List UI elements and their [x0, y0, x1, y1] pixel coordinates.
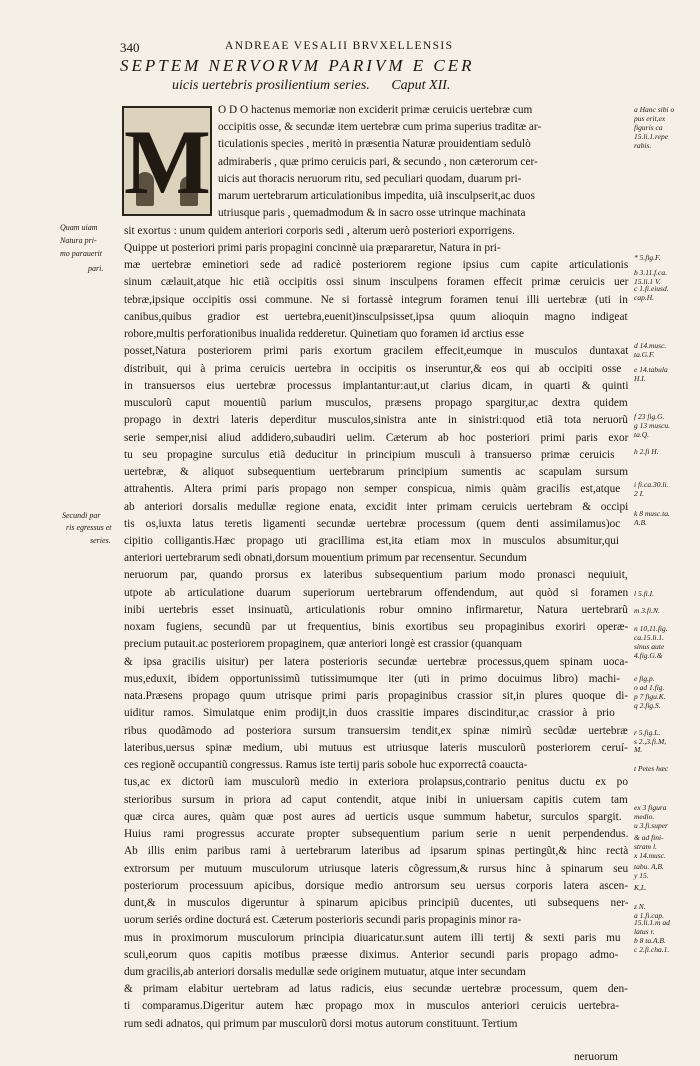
right-margin-note: h 2.fi H. — [634, 447, 659, 456]
text-line: distribuit, qui à prima ceruicis uertebra in occipitis os inseruntur,& eos qui ab occipiti osse — [124, 362, 622, 375]
text-line: Quippe ut posteriori primi paris propagini concinnè uia præpararetur, Natura in pri- — [124, 241, 501, 254]
right-margin-note: medio. — [634, 812, 655, 821]
text-line: neruorum par, quando prorsus ex lateribus subsequentium parium modo pronasci nequiuit, — [124, 569, 628, 582]
text-line: propago in dextri lateris deperditur musculos,sinistra ante in sinistri:quod etiã tota neruorũ — [124, 414, 628, 427]
text-line: extrorsum per mutuum musculorum utriusque lateris cõgressum,& rursus hinc à spinarum seu — [124, 862, 629, 875]
right-margin-note: g 13 muscu. — [634, 421, 671, 430]
chapter-subtitle: uicis uertebris prosilientium series. — [172, 78, 370, 93]
right-margin-note: k 8 musc.ta. — [634, 509, 670, 518]
text-line: anteriori uertebrarum sedi obnati,dorsum mouentium primum par recensentur. Secundum — [124, 552, 527, 565]
right-margin-note: M. — [634, 745, 643, 754]
text-line: uicis aut thoracis neruorum ritu, sed peculiari quodam, duarum pri- — [218, 172, 522, 185]
text-line: uertebræ, & aliquot subsequentium uertebrarum principium sumentis ac scapulam sursum — [124, 466, 628, 479]
right-margin-note: u 3.fi.super — [634, 821, 668, 830]
text-line: uiditur ramos. Simulatque enim prodijt,in duos crassitie impares discinditur,ac crassior à prio — [124, 707, 615, 720]
left-margin-note: pari. — [88, 264, 104, 273]
chapter-number: Caput XII. — [391, 78, 451, 93]
text-line: tus,ac ex dictorũ iam musculorũ medio in exteriora prolapsus,contrario penitus ductu ex po — [124, 776, 628, 789]
right-margin-note: c 1.fi.eiusd. — [634, 284, 669, 293]
right-margin-note: i fi.ca.30.li. — [634, 480, 669, 489]
text-line: sit exortus : unum quidem anteriori corporis sedi , alterum uerò posteriori exporrigens. — [124, 224, 515, 237]
right-margin-note: K,L. — [634, 883, 647, 892]
right-margin-note: 15.li.1 V. — [634, 277, 661, 286]
right-margin-note: 4.fig.G.& — [634, 651, 663, 660]
left-margin-note: ris egressus et — [66, 523, 112, 532]
right-margin-note: s 2.,3.fi.M, — [634, 737, 667, 746]
text-line: utriusque paris , quemadmodum & in sacro osse utrinque machinata — [218, 207, 526, 220]
text-line: mus in proximorum musculorum principia diuaricatur.sunt autem illi tertij & sexti paris mu — [124, 931, 621, 944]
text-line: & ipsa gracilis uisitur) per latera posterioris secundæ uertebræ processus,quem spinam uoca- — [124, 655, 629, 668]
text-line: Ab illis enim paribus rami à uertebrarum lateribus ad ipsarum spinas pertingũt,& hinc rectà — [124, 845, 629, 858]
text-line: cipitio colligantis.Hæc propago uti gracillima est,ita etiam mox in musculos absumitur,qui — [124, 535, 620, 547]
right-margin-note: c 2.fi.cha.1. — [634, 945, 670, 954]
text-line: ti comparamus.Digeritur autem hæc propago mox in musculos anteriori ceruicis uertebra- — [124, 1000, 619, 1013]
right-margin-note: ca.15.li.1. — [634, 633, 664, 642]
right-margin-note: 15.li.1.m ad — [634, 918, 670, 927]
text-line: uorum seriés ordine docturá est. Cæterum posterioris secundi paris propaginis minor ra- — [124, 914, 522, 927]
right-margin-note: rabis. — [634, 141, 652, 150]
left-margin-note: Natura pri- — [60, 236, 97, 245]
text-line: marum uertebrarum articulationibus impedita, uiã insculpserit,ac duos — [218, 190, 535, 203]
text-line: Huius rami progressus accurate propter subsequentium parium serie n uenit perpendendus. — [124, 828, 629, 841]
right-margin-note: pus erit,ex — [634, 114, 666, 123]
right-margin-note: 15.li.1.repe — [634, 132, 669, 141]
right-margin-note: x 14.musc. — [634, 851, 666, 860]
right-margin-note: a Hanc sibi o — [634, 105, 675, 114]
running-head: ANDREAE VESALII BRVXELLENSIS — [225, 40, 454, 52]
text-line: canibus,quibus gradior est uertebra,euenit)insculpsisset,ipsa quum alioquin magno indigeat — [124, 310, 628, 323]
right-margin-note: ta.G.F. — [634, 350, 655, 359]
text-line: quæ circa aures, quàm quæ post aures ad uerticis usque summum habetur, surculos spargit. — [124, 810, 622, 823]
right-margin-note: H.I. — [634, 374, 646, 383]
text-line: utpote ab articulatione duarum superiorum uertebrarum offendendum, aut quòd si foramen — [124, 586, 629, 599]
right-margin-note: r 5.fig.L. — [634, 728, 661, 737]
right-margin-note: p 7 figu.K. — [634, 692, 666, 701]
right-margin-note: ex 3 figura — [634, 803, 667, 812]
right-margin-note: q 2.fig.S. — [634, 701, 661, 710]
text-line: mæ uertebræ eminetiori sede ad radicè posteriorem regione ipsius cum capite articulationis — [124, 259, 629, 272]
initial-letter: M — [124, 111, 211, 213]
right-margin-note: f 23 fig.G. — [634, 412, 665, 421]
text-line: robore,multis perforationibus inualida redderetur. Quinetiam quo foramen id arctius esse — [124, 328, 524, 341]
right-margin-note: b 8 ta.A.B. — [634, 936, 666, 945]
text-line: sterioribus sursum in priora ad caput contendit, atque inibi in uniuersam capitis cutem tam — [124, 793, 628, 806]
right-margin-note: d 14.musc. — [634, 341, 667, 350]
right-margin-note: A.B. — [634, 518, 647, 527]
right-margin-note: e fig.p. — [634, 674, 655, 683]
left-margin-note: Quam uiam — [60, 223, 98, 232]
text-line: attrahentis. Altera primi paris propago non semper conspicua, nimis quàm gracilis est,atque — [124, 483, 621, 496]
left-margin-note: Secundi par — [62, 511, 101, 520]
right-margin-note: z N. — [634, 902, 646, 911]
text-line: O D O hactenus memoriæ non exciderit primæ ceruicis uertebræ cum — [218, 104, 533, 116]
right-margin-note: e 14.tabula — [634, 365, 668, 374]
right-margin-note: figuris ca — [634, 123, 663, 132]
right-margin-note: * 5.fig.F. — [634, 253, 661, 262]
chapter-title-line2 — [172, 78, 450, 94]
decorated-initial-icon — [122, 106, 212, 216]
right-margin-note: sinus aute — [634, 642, 665, 651]
text-line: mus,eduxit, ibidem opportunissimũ tutissimumque iter (uti in primo docuimus libro) machi- — [124, 672, 621, 685]
text-line: rum sedi adnatos, qui primum par musculorũ dorsi motus autorum constituunt. Tertium — [124, 1017, 518, 1030]
page-number: 340 — [120, 40, 140, 55]
text-line: tis os,iuxta latus teretis ligamenti secundæ uertebræ processum (quem denti assimilamus)oc — [124, 517, 621, 530]
right-margin-note: y 15. — [634, 871, 649, 880]
text-line: lateribus,uersus spinæ medium, ubi mutuus est utriusque lateris musculorũ posteriorem ceruí- — [124, 741, 628, 754]
text-line: nata.Præsens propago quum utrisque primi paris propaginibus crassior sit,in plures quoque di- — [124, 690, 629, 703]
text-line: serie semper,nisi aliud addidero,subaudiri uelim. Cæterum ab hoc posteriori primi paris exor — [124, 431, 629, 444]
right-margin-note: ta.Q. — [634, 430, 649, 439]
text-line: sinum cælauit,atque hic etiã occipitis ossi sinum insculpens foramen effecit primæ ceruicis uer — [124, 276, 629, 289]
text-line: tu seu propagine surculus etiã deducitur in principium musculi à transuerso primæ ceruicis — [124, 448, 615, 461]
chapter-title-line1: SEPTEM NERVORVM PARIVM E CER — [120, 56, 475, 75]
text-line: ticulationis species , meritò in præsentia Naturæ prouidentiam sedulò — [218, 138, 531, 151]
right-margin-note: m 3.fi.N. — [634, 606, 660, 615]
text-line: occipitis osse, & secundæ item uertebræ cum prima superius traditæ ar- — [218, 121, 542, 134]
catchword: neruorum — [574, 1051, 618, 1063]
text-line: dunt,& in musculos digeruntur à spinarum apicibus principiũ ducentes, uti subsequens ner- — [124, 897, 629, 910]
text-line: admiraberis , quæ primo ceruicis pari, & secundo , non cæterorum cer- — [218, 155, 538, 168]
text-line: sculi,eorum quos capitis motibus præesse diximus. Anterior secundi paris propago admo- — [124, 948, 619, 961]
right-margin-note: b 3.11.f.ca. — [634, 268, 667, 277]
right-margin-note: stram l. — [634, 842, 657, 851]
text-line: ab anteriori dorsalis medullæ regione enata, excidit inter primam ceruicis uertebram & occipi — [124, 500, 629, 513]
text-line: dum gracilis,ab anteriori dorsalis medullæ sede originem mutuatur, atque inter secundam — [124, 966, 526, 978]
right-margin-note: latus r. — [634, 927, 655, 936]
text-line: inibi uertebris esset insinuatũ, articulationis robur omnino infirmaretur, Natura uertebrarũ — [124, 603, 628, 616]
right-margin-note: 2 I. — [634, 489, 644, 498]
text-line: precium putauit.ac posteriorem propaginem, quæ anteriori longè est crassior (quanquam — [124, 638, 523, 651]
text-line: & primam elabitur uertebram ad latus radicis, eius secundæ uertebræ processum, quem den- — [124, 983, 628, 996]
right-margin-note: tabu. A,B. — [634, 862, 664, 871]
left-margin-note: series. — [90, 536, 111, 545]
text-line: posset,Natura posteriorem primi paris exortum gracilem effecit,eumque in musculos duntaxat — [124, 345, 629, 358]
right-margin-note: & ad fini- — [634, 833, 664, 842]
text-line: noxam fugiens, secundũ par ut frequentius, binis exortibus seu propaginibus exoriri operæ- — [124, 621, 629, 634]
text-line: musculorũ caput mouentiũ parium musculos, præsens propago spargitur,ac dextra quidem — [124, 397, 628, 410]
text-line: tebræ,ipsique occipitis ossi commune. Ne si fortassè integrum foramen tenui illi uertebræ (uti in — [124, 293, 628, 306]
left-margin-note: mo parauerit — [60, 249, 102, 258]
right-margin-note: t Petes hæc — [634, 764, 669, 773]
right-margin-note: cap.H. — [634, 293, 654, 302]
right-margin-note: a 1.fi.cap. — [634, 911, 664, 920]
text-line: in transuersos eius uertebræ processus implantantur:aut,ut clarius dicam, in quarti & quinti — [124, 379, 629, 392]
right-margin-note: o ad 1.fig. — [634, 683, 665, 692]
text-line: ribus quodãmodo ad posteriora sursum transuersim tendit,ex spinæ nimirũ secũdæ uertebræ — [124, 724, 628, 737]
text-line: ces regionẽ occupantiũ congressus. Ramus iste tertij paris sobole huc exporrectâ coaucta- — [124, 759, 528, 772]
text-line: posteriorum processuum apicibus, dorsique medio antrorsum seu uersus corporis latera ascen- — [124, 879, 629, 892]
right-margin-note: l 5.fi.I. — [634, 589, 654, 598]
right-margin-note: n 10,11.fig. — [634, 624, 668, 633]
